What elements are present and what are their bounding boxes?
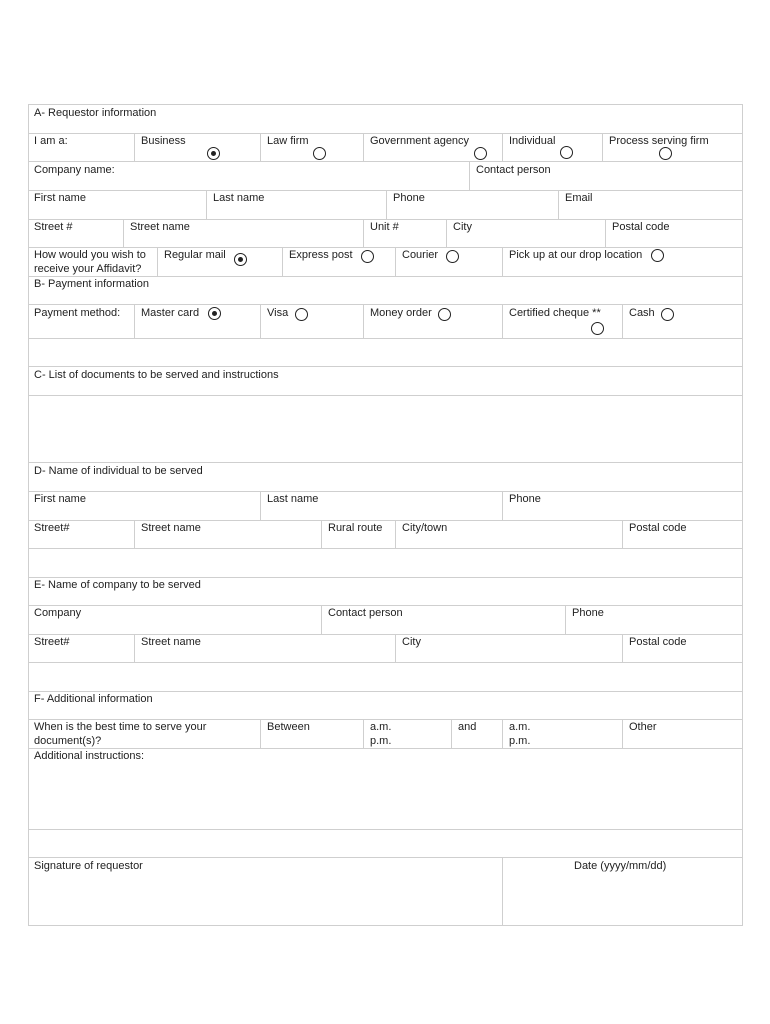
option-courier-label: Courier <box>402 249 439 261</box>
requestor-type-label: I am a: <box>34 135 68 147</box>
company-name-field[interactable] <box>29 162 468 189</box>
option-express-post-label: Express post <box>289 249 353 261</box>
grid-line <box>28 338 743 339</box>
contact-person-field[interactable] <box>470 162 741 189</box>
documents-instructions-area[interactable] <box>29 396 741 461</box>
company-postal-code-field[interactable] <box>623 635 741 661</box>
grid-line <box>28 829 743 830</box>
radio-law-firm[interactable] <box>313 147 326 160</box>
grid-line <box>602 133 603 161</box>
payment-method-label: Payment method: <box>34 307 121 319</box>
company-contact-person-field[interactable] <box>322 606 564 633</box>
phone-label: Phone <box>393 192 425 204</box>
radio-government-agency[interactable] <box>474 147 487 160</box>
radio-money-order[interactable] <box>438 308 451 321</box>
other-label: Other <box>629 721 657 733</box>
grid-line <box>742 104 743 925</box>
additional-instructions-label: Additional instructions: <box>34 750 145 762</box>
option-business-label: Business <box>141 135 186 147</box>
signature-field[interactable] <box>29 858 501 924</box>
receive-affidavit-label-line2: receive your Affidavit? <box>34 263 142 275</box>
option-money-order-label: Money order <box>370 307 432 319</box>
option-process-serving-firm-label: Process serving firm <box>609 135 709 147</box>
option-law-firm-label: Law firm <box>267 135 309 147</box>
company-postal-code-label: Postal code <box>629 636 687 648</box>
radio-express-post[interactable] <box>361 250 374 263</box>
last-name-field[interactable] <box>207 191 385 218</box>
radio-pickup-drop-location[interactable] <box>651 249 664 262</box>
city-field[interactable] <box>447 220 604 246</box>
company-phone-field[interactable] <box>566 606 741 633</box>
grid-line <box>134 133 135 161</box>
start-pm-label: p.m. <box>370 735 392 747</box>
grid-line <box>28 276 743 277</box>
company-street-name-field[interactable] <box>135 635 394 661</box>
start-am-label: a.m. <box>370 721 392 733</box>
best-time-label-line1: When is the best time to serve your <box>34 721 207 733</box>
individual-city-town-field[interactable] <box>396 521 621 547</box>
receive-affidavit-label-line1: How would you wish to <box>34 249 146 261</box>
grid-line <box>260 304 261 338</box>
grid-line <box>260 133 261 161</box>
date-field[interactable] <box>503 858 741 924</box>
unit-label: Unit # <box>370 221 399 233</box>
first-name-field[interactable] <box>29 191 205 218</box>
contact-person-label: Contact person <box>476 164 551 176</box>
grid-line <box>502 304 503 338</box>
option-government-agency-label: Government agency <box>370 135 470 147</box>
company-city-label: City <box>402 636 421 648</box>
grid-line <box>28 133 743 134</box>
individual-postal-code-label: Postal code <box>629 522 687 534</box>
last-name-label: Last name <box>213 192 265 204</box>
section-a-title: A- Requestor information <box>34 107 157 119</box>
first-name-label: First name <box>34 192 86 204</box>
grid-line <box>28 247 743 248</box>
individual-rural-route-field[interactable] <box>322 521 394 547</box>
option-certified-cheque-label: Certified cheque ** <box>509 307 601 319</box>
radio-certified-cheque[interactable] <box>591 322 604 335</box>
street-name-field[interactable] <box>124 220 362 246</box>
individual-first-name-label: First name <box>34 493 86 505</box>
radio-individual[interactable] <box>560 146 573 159</box>
grid-line <box>28 577 743 578</box>
individual-last-name-label: Last name <box>267 493 319 505</box>
grid-line <box>28 104 743 105</box>
company-field[interactable] <box>29 606 320 633</box>
radio-visa[interactable] <box>295 308 308 321</box>
grid-line <box>363 304 364 338</box>
option-cash-label: Cash <box>629 307 655 319</box>
email-label: Email <box>565 192 593 204</box>
section-f-title: F- Additional information <box>34 693 153 705</box>
email-field[interactable] <box>559 191 741 218</box>
grid-line <box>134 304 135 338</box>
grid-line <box>451 719 452 748</box>
individual-street-name-label: Street name <box>141 522 201 534</box>
radio-cash[interactable] <box>661 308 674 321</box>
best-time-label-line2: document(s)? <box>34 735 102 747</box>
phone-field[interactable] <box>387 191 557 218</box>
section-b-title: B- Payment information <box>34 278 149 290</box>
grid-line <box>395 247 396 276</box>
company-phone-label: Phone <box>572 607 604 619</box>
option-visa-label: Visa <box>267 307 289 319</box>
section-c-title: C- List of documents to be served and instructions <box>34 369 279 381</box>
start-time-field[interactable] <box>364 720 450 747</box>
individual-street-number-field[interactable] <box>29 521 133 547</box>
individual-rural-route-label: Rural route <box>328 522 383 534</box>
section-d-title: D- Name of individual to be served <box>34 465 203 477</box>
unit-field[interactable] <box>364 220 445 246</box>
grid-line <box>28 662 743 663</box>
end-am-label: a.m. <box>509 721 531 733</box>
radio-process-serving-firm[interactable] <box>659 147 672 160</box>
street-name-label: Street name <box>130 221 190 233</box>
company-label: Company <box>34 607 82 619</box>
company-street-number-field[interactable] <box>29 635 133 661</box>
grid-line <box>502 133 503 161</box>
radio-courier[interactable] <box>446 250 459 263</box>
company-street-number-label: Street# <box>34 636 70 648</box>
option-regular-mail-label: Regular mail <box>164 249 226 261</box>
individual-street-number-label: Street# <box>34 522 70 534</box>
radio-master-card[interactable] <box>208 307 221 320</box>
individual-street-name-field[interactable] <box>135 521 320 547</box>
end-pm-label: p.m. <box>509 735 531 747</box>
street-number-field[interactable] <box>29 220 122 246</box>
grid-line <box>282 247 283 276</box>
individual-phone-field[interactable] <box>503 492 741 519</box>
section-e-title: E- Name of company to be served <box>34 579 201 591</box>
grid-line <box>260 719 261 748</box>
end-time-field[interactable] <box>503 720 621 747</box>
individual-last-name-field[interactable] <box>261 492 501 519</box>
other-field[interactable] <box>623 720 741 747</box>
radio-business[interactable] <box>207 147 220 160</box>
between-label: Between <box>267 721 310 733</box>
grid-line <box>28 366 743 367</box>
grid-line <box>363 133 364 161</box>
grid-line <box>502 247 503 276</box>
city-label: City <box>453 221 472 233</box>
individual-phone-label: Phone <box>509 493 541 505</box>
grid-line <box>622 304 623 338</box>
postal-code-label: Postal code <box>612 221 670 233</box>
grid-line <box>28 462 743 463</box>
option-pickup-drop-location-label: Pick up at our drop location <box>509 249 643 261</box>
option-master-card-label: Master card <box>141 307 200 319</box>
date-label: Date (yyyy/mm/dd) <box>574 860 667 872</box>
company-contact-person-label: Contact person <box>328 607 403 619</box>
signature-label: Signature of requestor <box>34 860 143 872</box>
option-individual-label: Individual <box>509 135 556 147</box>
company-street-name-label: Street name <box>141 636 201 648</box>
additional-instructions-area[interactable] <box>29 765 741 828</box>
grid-line <box>157 247 158 276</box>
grid-line <box>28 925 743 926</box>
individual-first-name-field[interactable] <box>29 492 259 519</box>
company-city-field[interactable] <box>396 635 621 661</box>
street-number-label: Street # <box>34 221 73 233</box>
grid-line <box>28 304 743 305</box>
postal-code-field[interactable] <box>606 220 741 246</box>
company-name-label: Company name: <box>34 164 115 176</box>
and-label: and <box>458 721 477 733</box>
individual-city-town-label: City/town <box>402 522 448 534</box>
grid-line <box>28 748 743 749</box>
grid-line <box>28 548 743 549</box>
grid-line <box>28 691 743 692</box>
individual-postal-code-field[interactable] <box>623 521 741 547</box>
radio-regular-mail[interactable] <box>234 253 247 266</box>
